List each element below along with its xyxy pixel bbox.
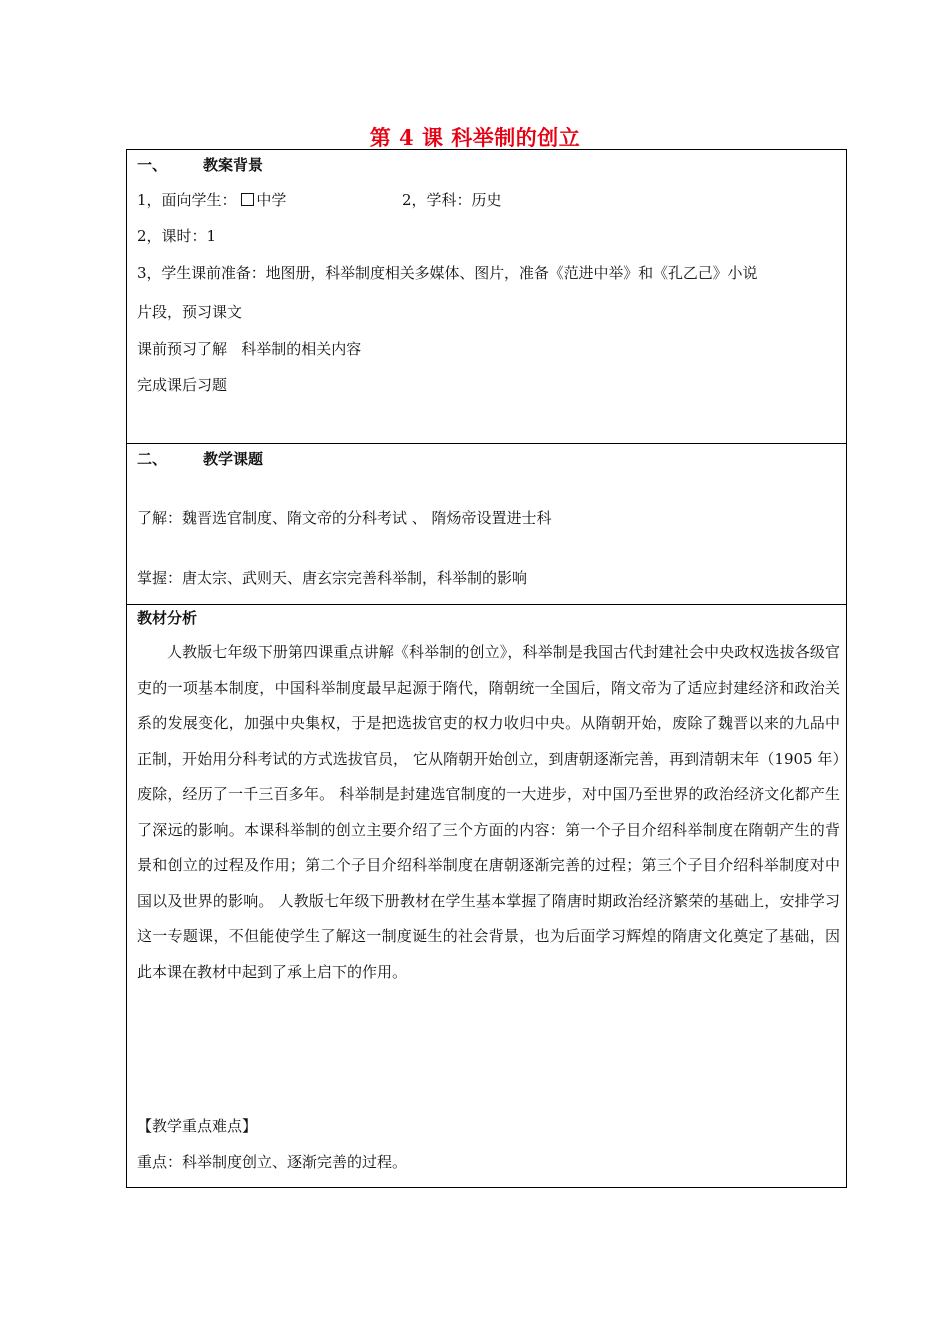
section-title: 教案背景 <box>203 156 264 174</box>
section-textbook-analysis <box>126 605 847 1188</box>
section-heading <box>137 449 263 469</box>
page-title: 第 4 课 科举制的创立 <box>369 125 581 150</box>
homework-line: 完成课后习题 <box>137 376 228 394</box>
section-title: 教学课题 <box>203 450 264 468</box>
key-point-line: 重点：科举制度创立、逐渐完善的过程。 <box>137 1153 408 1171</box>
analysis-paragraph: 人教版七年级下册第四课重点讲解《科举制的创立》，科举制是我国古代封建社会中央政权选拔各级官吏的一项基本制度，中国科举制度最早起源于隋代，隋朝统一全国后，隋文帝为了适应封建经济和政治关系的发展变化，加强中央集权，于是把选拔官吏的权力收归中央。从隋朝开始，废除了魏晋以来的九品中正制，开始用分科考试的方式选拔官员， 它从隋朝开始创立，到唐朝逐渐完善，再到清朝末年（1905 年）废除，经历了一千三百多年。 科举制是封建选官制度的一大进步，对中国乃至世界的政治经济文化都产生了深远的影响。本课科举制的创立主要介绍了三个方面的内容：第一个子目介绍科举制度在隋朝产生的背景和创立的过程及作用；第二个子目介绍科举制度在唐朝逐渐完善的过程；第三个子目介绍科举制度对中国以及世界的影响。 人教版七年级下册教材在学生基本掌握了隋唐时期政治经济繁荣的基础上，安排学习这一专题课，不但能使学生了解这一制度诞生的社会背景，也为后面学习辉煌的隋唐文化奠定了基础，因此本课在教材中起到了承上启下的作用。 <box>137 643 840 981</box>
audience-line <box>137 190 286 210</box>
master-line: 掌握：唐太宗、武则天、唐玄宗完善科举制，科举制的影响 <box>137 569 528 587</box>
section-title: 教材分析 <box>137 609 198 627</box>
prep-line-1: 3，学生课前准备：地图册，科举制度相关多媒体、图片，准备《范进中举》和《孔乙己》小说 <box>137 264 758 282</box>
checkbox-icon <box>241 193 254 206</box>
understand-line: 了解：魏晋选官制度、隋文帝的分科考试 、 隋炀帝设置进士科 <box>137 509 552 527</box>
section-number: 二、 <box>137 450 168 468</box>
section-lesson-background <box>126 149 847 444</box>
audience-label: 1，面向学生： <box>137 191 237 209</box>
section-heading <box>137 155 263 175</box>
audience-value: 中学 <box>256 191 287 209</box>
subject-line: 2，学科：历史 <box>402 191 502 209</box>
preview-line: 课前预习了解 科举制的相关内容 <box>137 340 362 358</box>
section-number: 一、 <box>137 156 168 174</box>
hours-line: 2，课时：1 <box>137 227 217 245</box>
key-points-heading: 【教学重点难点】 <box>137 1117 258 1135</box>
section-lesson-topic <box>126 444 847 605</box>
prep-line-2: 片段，预习课文 <box>137 303 243 321</box>
